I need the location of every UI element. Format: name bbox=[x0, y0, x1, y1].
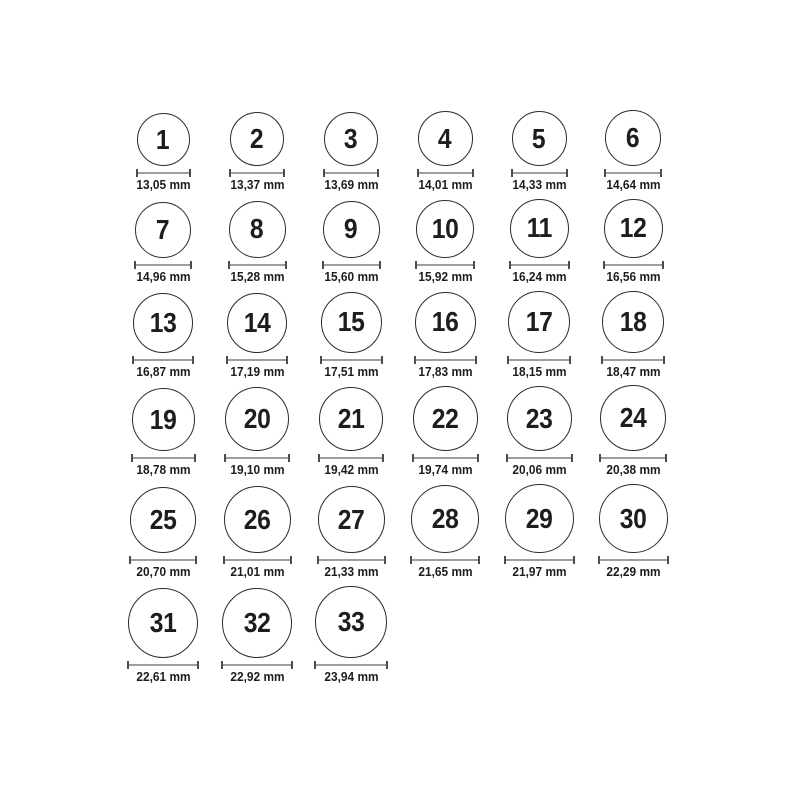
ring-circle bbox=[600, 385, 666, 451]
ring-size-cell bbox=[116, 388, 210, 478]
ring-circle bbox=[416, 200, 474, 258]
diameter-label: 16,24 mm bbox=[511, 269, 567, 284]
ring-circle bbox=[230, 112, 284, 166]
measure-tick-right-icon bbox=[386, 661, 388, 669]
diameter-label: 19,42 mm bbox=[323, 463, 379, 478]
measure-line bbox=[417, 264, 473, 266]
diameter-label: 18,47 mm bbox=[605, 364, 661, 379]
diameter-label: 13,69 mm bbox=[323, 178, 379, 192]
ring-size-number: 17 bbox=[525, 305, 553, 337]
diameter-measure-line bbox=[601, 356, 665, 364]
measure-tick-right-icon bbox=[288, 454, 290, 462]
measure-tick-right-icon bbox=[566, 169, 568, 177]
diameter-label: 17,83 mm bbox=[417, 364, 473, 379]
diameter-measure-line bbox=[511, 169, 568, 177]
ring-size-cell bbox=[398, 292, 492, 380]
diameter-label: 21,33 mm bbox=[323, 565, 379, 579]
diameter-label: 18,15 mm bbox=[511, 364, 567, 379]
measure-line bbox=[511, 264, 568, 266]
diameter-measure-line bbox=[318, 454, 384, 462]
diameter-measure-line bbox=[131, 454, 196, 462]
ring-size-cell bbox=[398, 386, 492, 478]
diameter-label: 15,92 mm bbox=[417, 269, 473, 284]
measure-line bbox=[138, 172, 189, 174]
measure-tick-right-icon bbox=[189, 169, 191, 177]
ring-size-cell bbox=[492, 199, 586, 285]
diameter-label: 15,28 mm bbox=[229, 269, 285, 284]
diameter-label: 22,92 mm bbox=[229, 669, 285, 684]
ring-circle bbox=[229, 201, 286, 258]
diameter-label: 22,29 mm bbox=[605, 565, 661, 579]
ring-size-number: 1 bbox=[156, 123, 170, 155]
diameter-measure-line bbox=[323, 169, 379, 177]
ring-circle bbox=[137, 113, 190, 166]
diameter-measure-line bbox=[322, 261, 381, 269]
ring-size-cell bbox=[210, 486, 304, 580]
measure-line bbox=[223, 664, 291, 666]
ring-size-cell bbox=[116, 588, 210, 685]
diameter-measure-line bbox=[410, 556, 480, 564]
diameter-label: 21,65 mm bbox=[417, 565, 473, 579]
diameter-label: 14,01 mm bbox=[417, 178, 473, 192]
ring-size-cell bbox=[210, 201, 304, 285]
ring-size-cell bbox=[210, 112, 304, 193]
diameter-measure-line bbox=[134, 261, 192, 269]
ring-circle bbox=[222, 588, 292, 658]
ring-circle bbox=[318, 486, 385, 553]
measure-line bbox=[231, 172, 283, 174]
chart-row bbox=[116, 586, 684, 685]
ring-circle bbox=[321, 292, 382, 353]
measure-line bbox=[600, 559, 667, 561]
measure-tick-right-icon bbox=[478, 556, 480, 564]
diameter-label: 23,94 mm bbox=[323, 669, 379, 684]
measure-line bbox=[226, 457, 288, 459]
ring-circle bbox=[508, 291, 570, 353]
ring-circle bbox=[315, 586, 387, 658]
measure-line bbox=[506, 559, 573, 561]
diameter-measure-line bbox=[226, 356, 288, 364]
ring-size-number: 4 bbox=[438, 122, 452, 154]
ring-size-number: 6 bbox=[626, 122, 640, 153]
measure-tick-right-icon bbox=[197, 661, 199, 669]
ring-size-number: 19 bbox=[149, 403, 177, 435]
measure-tick-right-icon bbox=[286, 356, 288, 364]
measure-line bbox=[324, 264, 379, 266]
measure-tick-right-icon bbox=[660, 169, 662, 177]
ring-size-cell bbox=[210, 588, 304, 685]
ring-size-number: 23 bbox=[525, 402, 553, 434]
diameter-measure-line bbox=[506, 454, 573, 462]
measure-tick-right-icon bbox=[194, 454, 196, 462]
diameter-label: 13,05 mm bbox=[135, 178, 191, 192]
measure-line bbox=[136, 264, 190, 266]
ring-circle bbox=[319, 387, 383, 451]
ring-size-cell bbox=[304, 486, 398, 580]
measure-line bbox=[319, 559, 384, 561]
measure-tick-right-icon bbox=[290, 556, 292, 564]
diameter-measure-line bbox=[228, 261, 287, 269]
measure-tick-right-icon bbox=[192, 356, 194, 364]
measure-tick-right-icon bbox=[475, 356, 477, 364]
measure-tick-right-icon bbox=[381, 356, 383, 364]
measure-tick-right-icon bbox=[283, 169, 285, 177]
measure-line bbox=[412, 559, 478, 561]
diameter-label: 14,96 mm bbox=[135, 269, 191, 284]
ring-size-number: 32 bbox=[243, 606, 271, 638]
diameter-label: 22,61 mm bbox=[135, 669, 191, 684]
measure-line bbox=[509, 359, 569, 361]
diameter-label: 14,64 mm bbox=[605, 178, 661, 192]
ring-circle bbox=[135, 202, 191, 258]
ring-size-cell bbox=[492, 291, 586, 380]
ring-size-number: 9 bbox=[344, 213, 358, 245]
ring-size-cell bbox=[492, 484, 586, 580]
measure-line bbox=[228, 359, 286, 361]
ring-size-number: 7 bbox=[156, 213, 170, 245]
diameter-measure-line bbox=[221, 661, 293, 669]
measure-line bbox=[513, 172, 566, 174]
ring-circle bbox=[128, 588, 198, 658]
measure-tick-right-icon bbox=[667, 556, 669, 564]
diameter-measure-line bbox=[599, 454, 667, 462]
diameter-label: 20,38 mm bbox=[605, 463, 661, 478]
measure-line bbox=[230, 264, 285, 266]
ring-circle bbox=[510, 199, 569, 258]
ring-circle bbox=[323, 201, 380, 258]
ring-circle bbox=[512, 111, 567, 166]
ring-circle bbox=[324, 112, 378, 166]
ring-size-number: 24 bbox=[619, 402, 647, 434]
measure-line bbox=[320, 457, 382, 459]
measure-line bbox=[414, 457, 477, 459]
measure-line bbox=[225, 559, 290, 561]
ring-size-chart bbox=[116, 110, 684, 691]
diameter-measure-line bbox=[317, 556, 386, 564]
measure-line bbox=[325, 172, 377, 174]
diameter-measure-line bbox=[129, 556, 197, 564]
measure-tick-right-icon bbox=[473, 261, 475, 269]
ring-size-cell bbox=[586, 199, 680, 285]
measure-tick-right-icon bbox=[477, 454, 479, 462]
ring-circle bbox=[132, 388, 195, 451]
ring-size-cell bbox=[492, 111, 586, 193]
ring-size-number: 5 bbox=[532, 122, 546, 154]
ring-size-number: 11 bbox=[526, 212, 552, 244]
measure-line bbox=[316, 664, 386, 666]
ring-size-cell bbox=[304, 201, 398, 285]
ring-size-number: 10 bbox=[431, 212, 459, 244]
measure-tick-right-icon bbox=[195, 556, 197, 564]
ring-size-number: 15 bbox=[337, 306, 365, 337]
ring-size-number: 30 bbox=[619, 502, 647, 534]
ring-circle bbox=[418, 111, 473, 166]
ring-size-cell bbox=[586, 110, 680, 193]
measure-line bbox=[606, 172, 660, 174]
diameter-label: 16,87 mm bbox=[135, 364, 191, 379]
diameter-measure-line bbox=[132, 356, 194, 364]
ring-circle bbox=[413, 386, 478, 451]
diameter-measure-line bbox=[320, 356, 383, 364]
ring-circle bbox=[507, 386, 572, 451]
ring-size-number: 16 bbox=[431, 306, 459, 337]
ring-size-cell bbox=[116, 113, 210, 193]
ring-size-number: 20 bbox=[243, 403, 271, 435]
measure-line bbox=[416, 359, 475, 361]
diameter-measure-line bbox=[127, 661, 199, 669]
diameter-label: 18,78 mm bbox=[135, 463, 191, 478]
ring-size-number: 28 bbox=[431, 503, 459, 534]
measure-line bbox=[603, 359, 663, 361]
diameter-measure-line bbox=[509, 261, 570, 269]
ring-circle bbox=[130, 487, 196, 553]
measure-line bbox=[134, 359, 192, 361]
diameter-measure-line bbox=[223, 556, 292, 564]
measure-line bbox=[605, 264, 662, 266]
ring-size-number: 31 bbox=[149, 606, 177, 638]
measure-tick-right-icon bbox=[663, 356, 665, 364]
chart-row bbox=[116, 385, 684, 478]
ring-size-cell bbox=[210, 387, 304, 478]
diameter-label: 20,06 mm bbox=[511, 463, 567, 478]
diameter-label: 19,10 mm bbox=[229, 463, 285, 478]
ring-circle bbox=[224, 486, 291, 553]
diameter-measure-line bbox=[504, 556, 575, 564]
diameter-measure-line bbox=[507, 356, 571, 364]
ring-size-cell bbox=[492, 386, 586, 478]
diameter-label: 17,51 mm bbox=[323, 364, 379, 379]
diameter-label: 21,97 mm bbox=[511, 565, 567, 579]
measure-tick-right-icon bbox=[662, 261, 664, 269]
measure-tick-right-icon bbox=[291, 661, 293, 669]
measure-tick-right-icon bbox=[382, 454, 384, 462]
ring-size-grid bbox=[116, 110, 684, 685]
measure-line bbox=[601, 457, 665, 459]
ring-size-number: 26 bbox=[243, 503, 271, 535]
measure-tick-right-icon bbox=[377, 169, 379, 177]
diameter-measure-line bbox=[415, 261, 475, 269]
ring-size-number: 14 bbox=[243, 306, 271, 338]
ring-size-cell bbox=[210, 293, 304, 380]
ring-size-number: 33 bbox=[337, 605, 365, 637]
diameter-label: 14,33 mm bbox=[511, 178, 567, 192]
diameter-label: 16,56 mm bbox=[605, 269, 661, 284]
ring-size-number: 21 bbox=[337, 403, 365, 435]
ring-size-cell bbox=[116, 487, 210, 580]
ring-circle bbox=[133, 293, 193, 353]
ring-size-number: 12 bbox=[619, 212, 647, 244]
ring-size-number: 8 bbox=[250, 213, 264, 245]
measure-line bbox=[419, 172, 472, 174]
ring-circle bbox=[415, 292, 476, 353]
diameter-label: 21,01 mm bbox=[229, 565, 285, 579]
measure-tick-right-icon bbox=[665, 454, 667, 462]
diameter-label: 19,74 mm bbox=[417, 463, 473, 478]
ring-size-number: 3 bbox=[344, 123, 358, 154]
chart-row bbox=[116, 110, 684, 193]
measure-tick-right-icon bbox=[472, 169, 474, 177]
diameter-measure-line bbox=[604, 169, 662, 177]
measure-tick-right-icon bbox=[569, 356, 571, 364]
ring-circle bbox=[605, 110, 661, 166]
diameter-label: 17,19 mm bbox=[229, 364, 285, 379]
ring-size-number: 2 bbox=[250, 123, 264, 154]
chart-row bbox=[116, 484, 684, 580]
measure-tick-right-icon bbox=[568, 261, 570, 269]
diameter-measure-line bbox=[136, 169, 191, 177]
ring-size-cell bbox=[586, 385, 680, 478]
chart-row bbox=[116, 291, 684, 380]
diameter-measure-line bbox=[224, 454, 290, 462]
ring-size-cell bbox=[398, 111, 492, 193]
ring-circle bbox=[505, 484, 574, 553]
ring-circle bbox=[599, 484, 668, 553]
ring-size-cell bbox=[304, 586, 398, 685]
diameter-measure-line bbox=[412, 454, 479, 462]
measure-tick-right-icon bbox=[384, 556, 386, 564]
measure-tick-right-icon bbox=[190, 261, 192, 269]
diameter-measure-line bbox=[603, 261, 664, 269]
ring-circle bbox=[411, 485, 479, 553]
ring-size-number: 29 bbox=[525, 502, 553, 534]
measure-line bbox=[508, 457, 571, 459]
measure-line bbox=[133, 457, 194, 459]
ring-size-cell bbox=[304, 387, 398, 478]
ring-circle bbox=[604, 199, 663, 258]
ring-size-number: 27 bbox=[337, 503, 365, 535]
ring-size-cell bbox=[116, 293, 210, 380]
measure-tick-right-icon bbox=[571, 454, 573, 462]
diameter-measure-line bbox=[417, 169, 474, 177]
ring-circle bbox=[227, 293, 287, 353]
chart-row bbox=[116, 199, 684, 285]
ring-size-number: 25 bbox=[149, 504, 177, 535]
ring-size-cell bbox=[398, 485, 492, 580]
ring-circle bbox=[602, 291, 664, 353]
diameter-label: 15,60 mm bbox=[323, 269, 379, 284]
measure-line bbox=[322, 359, 381, 361]
ring-size-cell bbox=[304, 112, 398, 193]
ring-size-cell bbox=[586, 484, 680, 580]
measure-tick-right-icon bbox=[573, 556, 575, 564]
diameter-label: 20,70 mm bbox=[135, 565, 191, 579]
ring-size-cell bbox=[116, 202, 210, 285]
measure-tick-right-icon bbox=[379, 261, 381, 269]
ring-size-cell bbox=[586, 291, 680, 380]
measure-line bbox=[129, 664, 197, 666]
diameter-measure-line bbox=[229, 169, 285, 177]
diameter-measure-line bbox=[598, 556, 669, 564]
diameter-measure-line bbox=[414, 356, 477, 364]
ring-size-number: 22 bbox=[431, 402, 459, 434]
measure-tick-right-icon bbox=[285, 261, 287, 269]
diameter-label: 13,37 mm bbox=[229, 178, 285, 192]
ring-circle bbox=[225, 387, 289, 451]
measure-line bbox=[131, 559, 195, 561]
ring-size-number: 18 bbox=[619, 305, 647, 337]
ring-size-number: 13 bbox=[149, 306, 177, 338]
ring-size-cell bbox=[398, 200, 492, 285]
diameter-measure-line bbox=[314, 661, 388, 669]
ring-size-cell bbox=[304, 292, 398, 380]
